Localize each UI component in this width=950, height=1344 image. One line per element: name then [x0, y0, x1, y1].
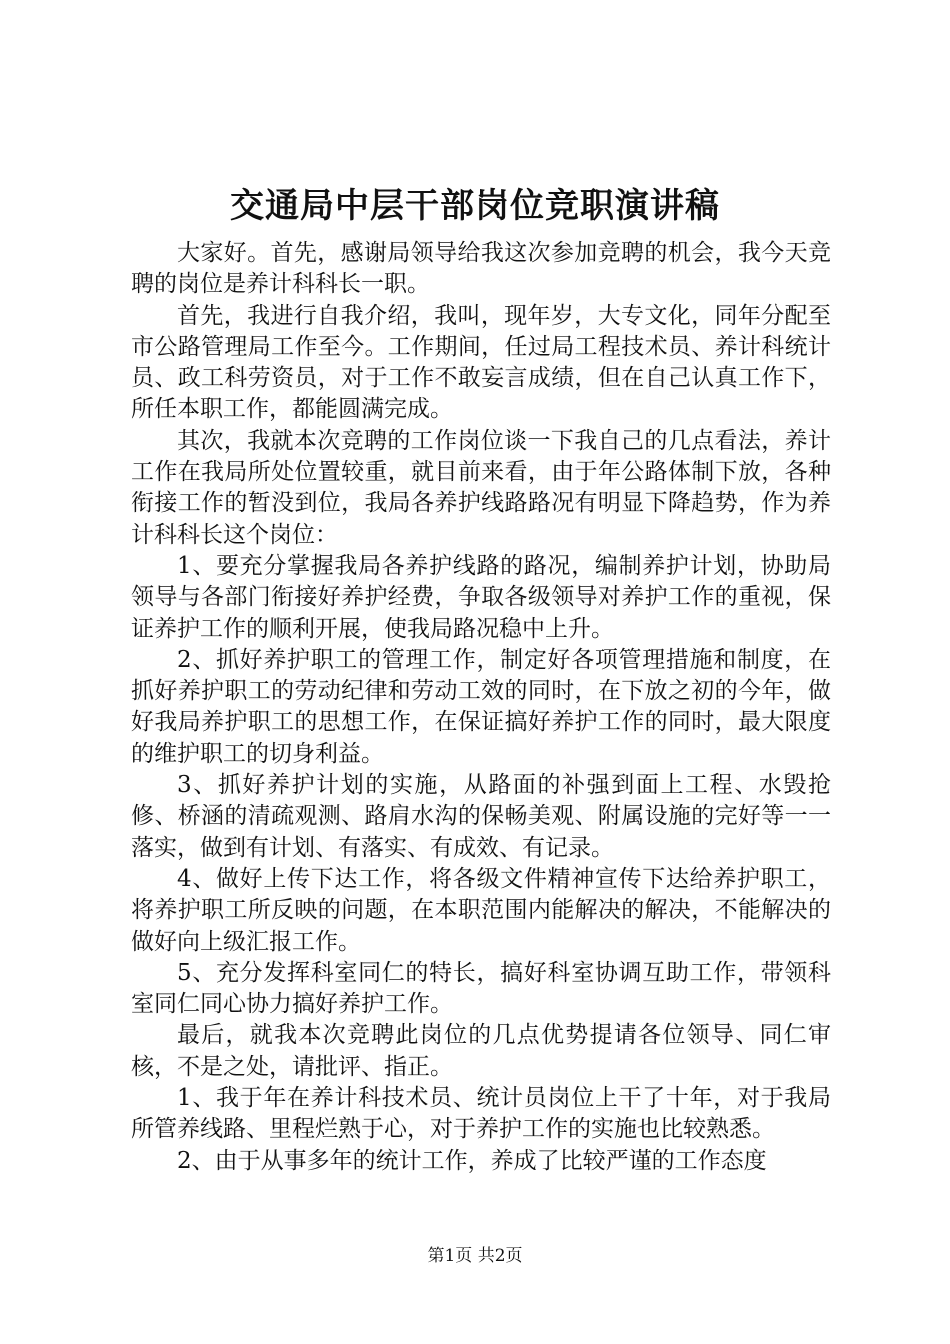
paragraph-duty-1: 1、要充分掌握我局各养护线路的路况，编制养护计划，协助局领导与各部门衔接好养护经费，争取各级领导对养护工作的重视，保证养护工作的顺利开展，使我局路况稳中上升。: [131, 552, 831, 642]
paragraph-strength-1: 1、我于年在养计科技术员、统计员岗位上干了十年，对于我局所管养线路、里程烂熟于心，对于养护工作的实施也比较熟悉。: [131, 1085, 831, 1143]
document-body: [131, 238, 831, 1177]
page-number: 第1页: [427, 1246, 473, 1266]
paragraph-duty-4: 4、做好上传下达工作，将各级文件精神宣传下达给养护职工，将养护职工所反映的问题，在本职范围内能解决的解决，不能解决的做好向上级汇报工作。: [131, 865, 831, 955]
paragraph-strengths-intro: 最后，就我本次竞聘此岗位的几点优势提请各位领导、同仁审核，不是之处，请批评、指正。: [131, 1022, 831, 1080]
page-total: 共2页: [477, 1246, 523, 1266]
document-title: 交通局中层干部岗位竞职演讲稿: [230, 186, 720, 226]
paragraph-duty-2: 2、抓好养护职工的管理工作，制定好各项管理措施和制度，在抓好养护职工的劳动纪律和劳动工效的同时，在下放之初的今年，做好我局养护职工的思想工作，在保证搞好养护工作的同时，最大限度的维护职工的切身利益。: [131, 646, 831, 767]
paragraph-views: 其次，我就本次竞聘的工作岗位谈一下我自己的几点看法，养计工作在我局所处位置较重，就目前来看，由于年公路体制下放，各种衔接工作的暂没到位，我局各养护线路路况有明显下降趋势，作为养计科科长这个岗位：: [131, 427, 831, 548]
paragraph-duty-5: 5、充分发挥科室同仁的特长，搞好科室协调互助工作，带领科室同仁同心协力搞好养护工作。: [131, 959, 831, 1018]
page-footer: [0, 1244, 950, 1268]
paragraph-duty-3: 3、抓好养护计划的实施，从路面的补强到面上工程、水毁抢修、桥涵的清疏观测、路肩水沟的保畅美观、附属设施的完好等一一落实，做到有计划、有落实、有成效、有记录。: [131, 772, 831, 861]
paragraph-strength-2: 2、由于从事多年的统计工作，养成了比较严谨的工作态度: [177, 1147, 767, 1174]
paragraph-greeting: 大家好。首先，感谢局领导给我这次参加竞聘的机会，我今天竞聘的岗位是养计科科长一职。: [131, 240, 831, 298]
paragraph-self-introduction: 首先，我进行自我介绍，我叫，现年岁，大专文化，同年分配至市公路管理局工作至今。工作期间，任过局工程技术员、养计科统计员、政工科劳资员，对于工作不敢妄言成绩，但在自己认真工作下，所任本职工作，都能圆满完成。: [131, 302, 831, 423]
